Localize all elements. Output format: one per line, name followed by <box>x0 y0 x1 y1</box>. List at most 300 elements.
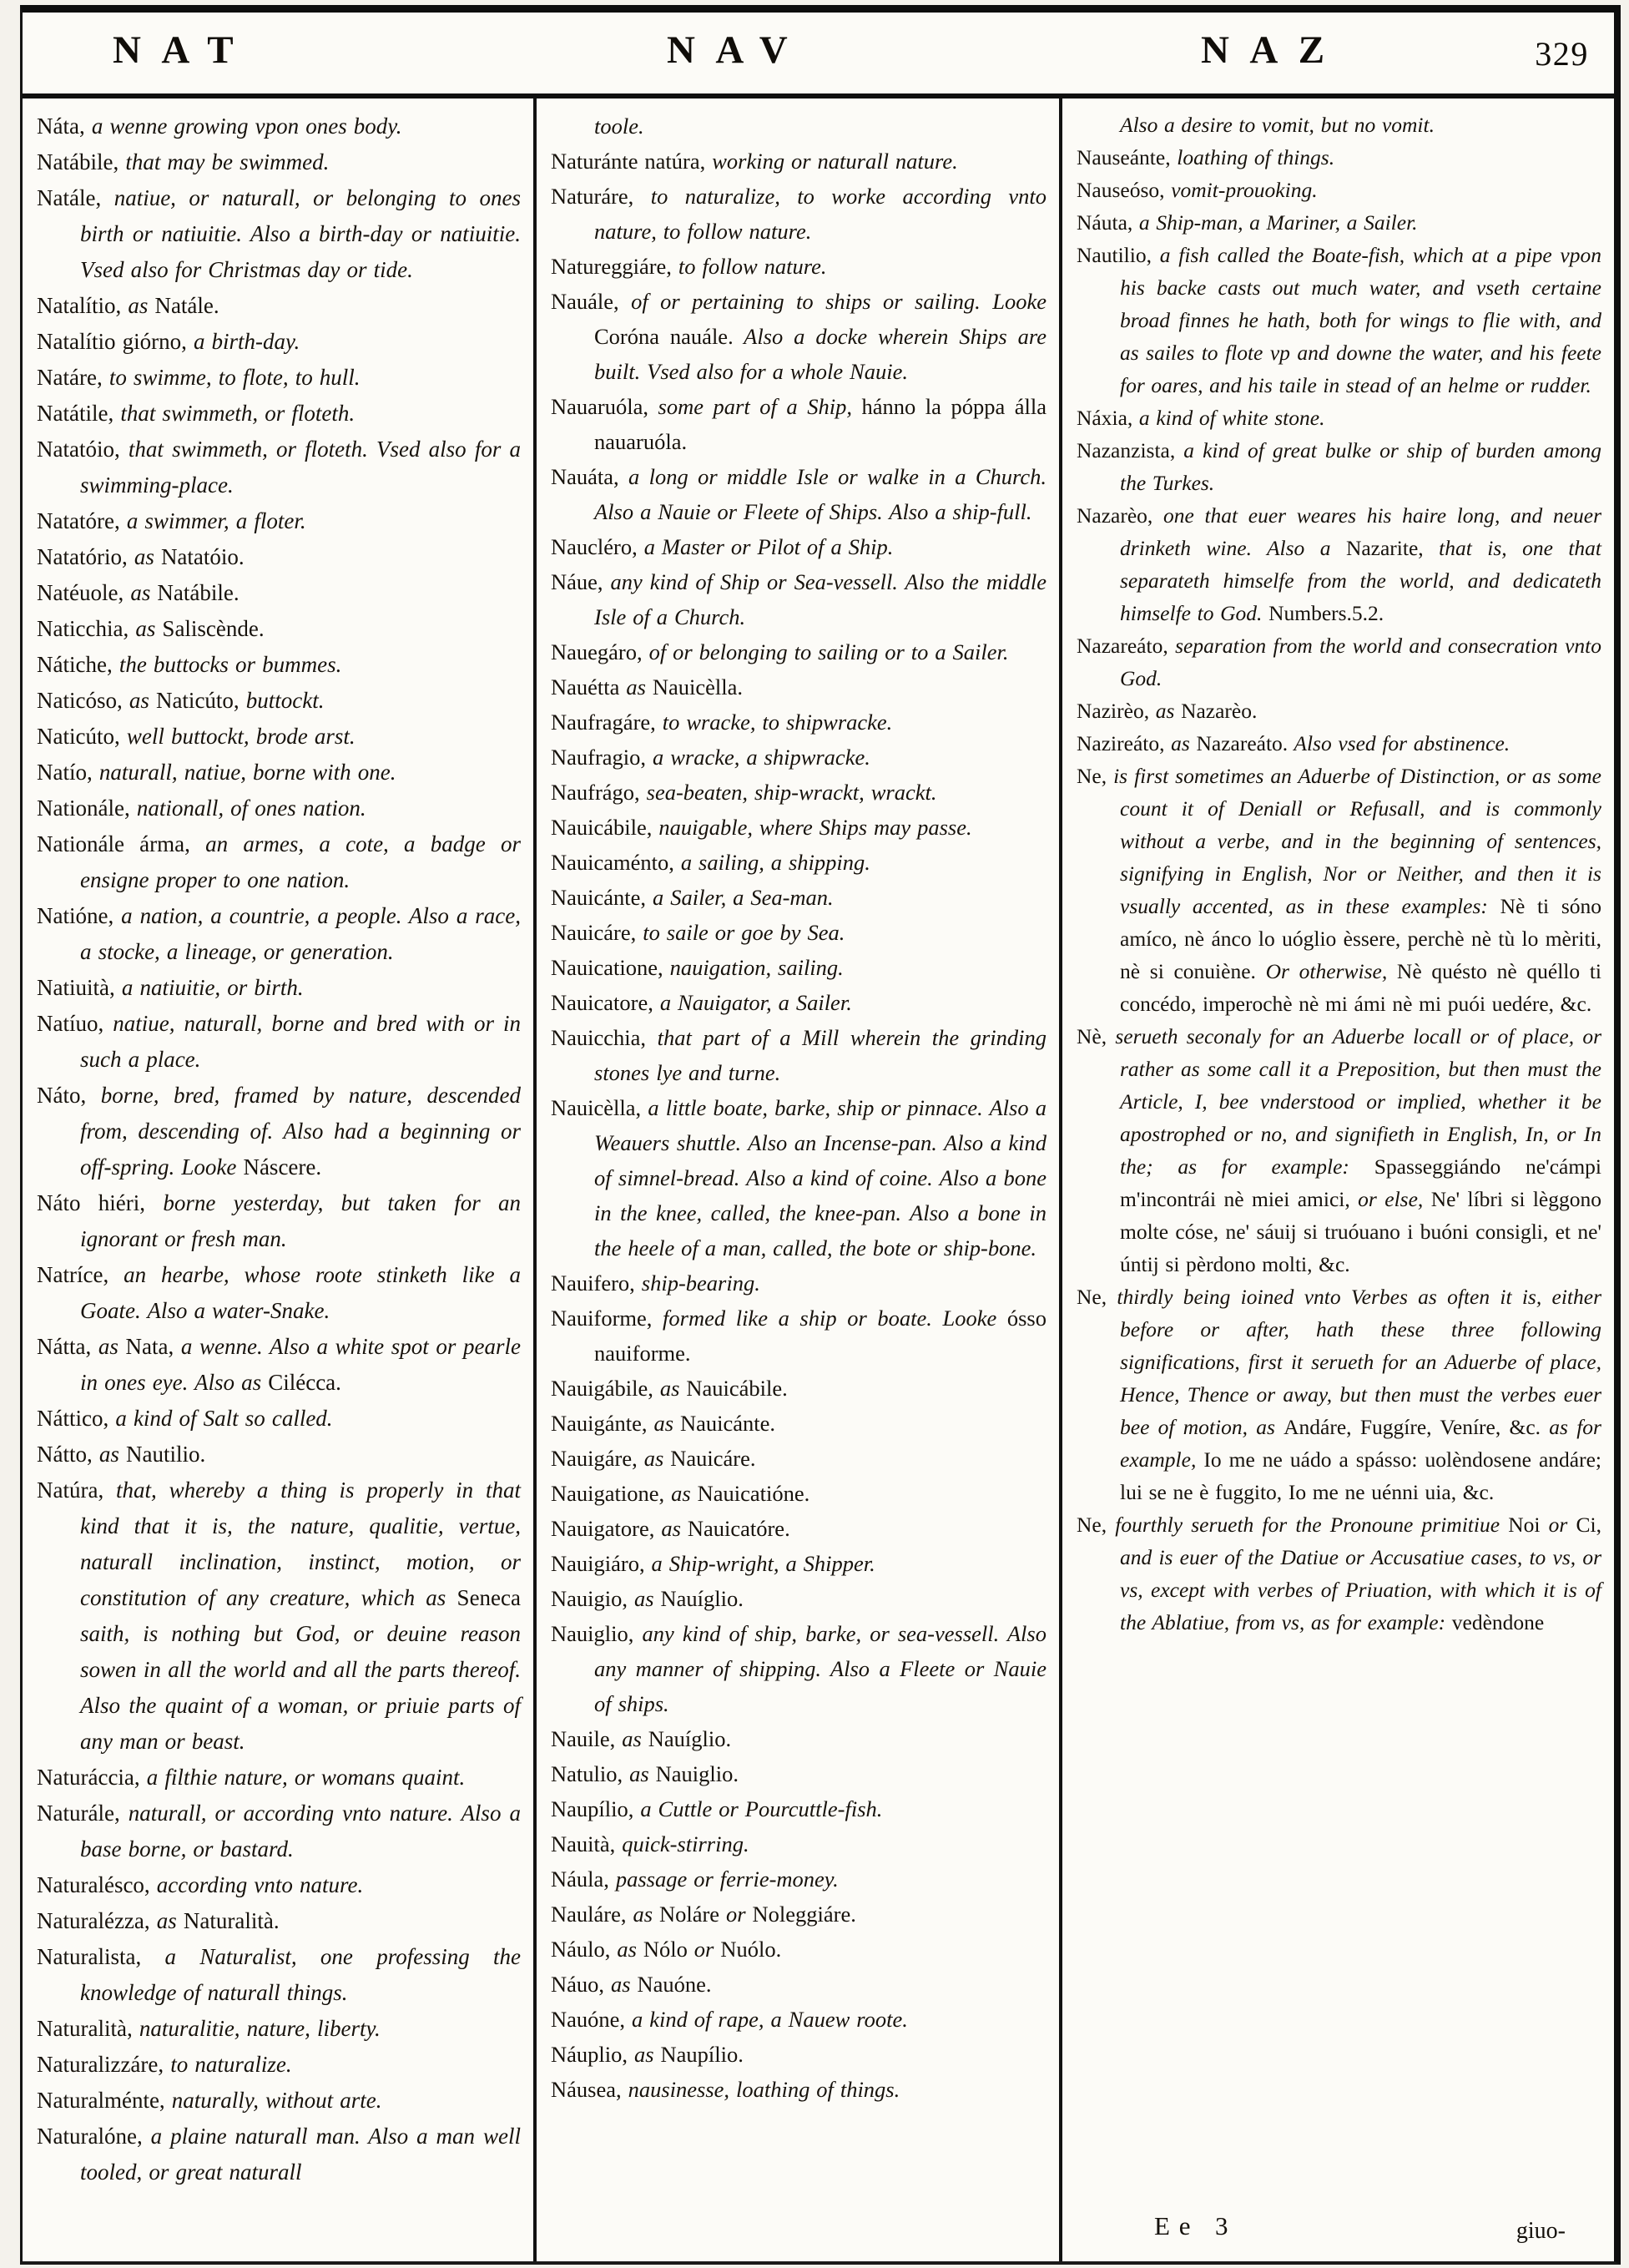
entry-gloss: loathing of things. <box>1177 145 1335 169</box>
entry-reference: Noleggiáre. <box>752 1902 856 1927</box>
dictionary-entry <box>551 1756 1046 1791</box>
dictionary-entry <box>551 459 1046 529</box>
entry-headword: Naticúto, <box>37 724 120 749</box>
entry-gloss: as for example, <box>1120 1415 1601 1472</box>
entry-gloss: a kind of great bulke or ship of burden among the Turkes. <box>1120 438 1601 495</box>
entry-reference: Andáre, Fuggíre, Veníre, &c. <box>1284 1415 1541 1439</box>
entry-headword: Naturalista, <box>37 1944 142 1969</box>
dictionary-entry <box>551 284 1046 389</box>
dictionary-entry <box>37 1437 521 1472</box>
entry-headword: Natiuità, <box>37 975 115 1000</box>
dictionary-entry <box>37 647 521 683</box>
dictionary-entry <box>37 719 521 755</box>
dictionary-entry <box>551 1476 1046 1511</box>
entry-headword: Natalítio, <box>37 293 122 318</box>
entry-headword: Nauicatione, <box>551 955 663 980</box>
entry-gloss: Also a desire to vomit, but no vomit. <box>1120 113 1435 137</box>
entry-gloss: saith, is nothing but God, or deuine reason sowen in all the world and all the parts thereof. Also the quaint of a woman, or priuie parts of any man or beast. <box>80 1621 521 1754</box>
entry-gloss: to follow nature. <box>678 254 827 279</box>
entry-headword: Ne, <box>1077 764 1107 788</box>
entry-gloss: a Cuttle or Pourcuttle-fish. <box>640 1796 883 1821</box>
text-columns <box>23 98 1614 2261</box>
dictionary-entry <box>37 2119 521 2190</box>
entry-gloss: as <box>156 1908 184 1933</box>
entry-gloss: as <box>633 1586 661 1611</box>
entry-headword: Nauigábile, <box>551 1376 653 1401</box>
entry-gloss: an hearbe, whose roote stinketh like a Goate. Also a water-Snake. <box>80 1262 521 1323</box>
dictionary-entry <box>1077 695 1601 727</box>
entry-gloss: naturall, natiue, borne with one. <box>98 760 396 785</box>
entry-headword: Natábile, <box>37 149 119 174</box>
entry-headword: Nauicatore, <box>551 990 653 1015</box>
entry-headword: Náuta, <box>1077 210 1133 235</box>
entry-headword: Natatóio, <box>37 437 120 462</box>
entry-reference: Natatóio. <box>160 544 245 569</box>
dictionary-entry <box>551 1301 1046 1371</box>
entry-gloss: fourthly serueth for the Pronoune primitiue <box>1115 1513 1509 1537</box>
entry-headword: Nazirèo, <box>1077 699 1150 723</box>
dictionary-entry <box>37 1760 521 1796</box>
entry-gloss: to naturalize. <box>170 2052 292 2077</box>
entry-reference: hánno la póppa álla nauaruóla. <box>594 394 1046 454</box>
dictionary-entry <box>551 2002 1046 2037</box>
dictionary-entry <box>37 503 521 539</box>
entry-gloss: as <box>98 1334 126 1359</box>
entry-headword: Nátto, <box>37 1442 93 1467</box>
dictionary-entry <box>37 1796 521 1867</box>
entry-reference: Natále. <box>154 293 219 318</box>
dictionary-entry <box>37 1329 521 1401</box>
entry-gloss: and is euer of the Datiue or Accusatiue cases, to vs, or vs, except with verbes of Priuation, with which it is of the Ablatiue, from vs, as for example: <box>1120 1545 1601 1634</box>
entry-gloss: to saile or goe by Sea. <box>643 920 845 945</box>
dictionary-entry <box>37 180 521 288</box>
entry-gloss: as <box>643 1446 671 1471</box>
entry-headword: Nauigatione, <box>551 1481 665 1506</box>
entry-gloss: a kind of Salt so called. <box>115 1406 333 1431</box>
entry-headword: Nauità, <box>551 1831 616 1856</box>
entry-gloss: a Master or Pilot of a Ship. <box>643 534 894 559</box>
entry-headword: Nauseánte, <box>1077 145 1171 169</box>
dictionary-entry <box>37 1939 521 2011</box>
entry-gloss: toole. <box>594 114 644 139</box>
column-3 <box>1062 98 1614 2261</box>
dictionary-entry <box>551 249 1046 284</box>
dictionary-entry <box>37 324 521 360</box>
dictionary-entry <box>37 575 521 611</box>
entry-gloss: a fish called the Boate-fish, which at a pipe vpon his backe casts out much water, and vseth certaine broad finnes he hath, both for wings to flie with, and as sailes to flote vp and downe the water, and his feete for oares, and his taile in stead of an helme or rudder. <box>1120 243 1602 397</box>
dictionary-entry <box>551 1861 1046 1897</box>
dictionary-entry <box>551 1897 1046 1932</box>
entry-headword: Nauicchia, <box>551 1025 647 1050</box>
entry-headword: Náuo, <box>551 1972 605 1997</box>
entry-headword: Nazanzista, <box>1077 438 1176 462</box>
entry-headword: Nátta, <box>37 1334 92 1359</box>
gathering-signature: Ee 3 <box>1154 2211 1238 2240</box>
entry-gloss: natiue, or naturall, or belonging to ones birth or natiuitie. Also a birth-day or natiuitie. Vsed also for Christmas day or tide. <box>80 185 522 282</box>
dictionary-entry <box>551 1967 1046 2002</box>
entry-reference: Nauiglio. <box>655 1761 739 1786</box>
entry-headword: Nauseóso, <box>1077 178 1165 202</box>
entry-headword: Naturalménte, <box>37 2088 165 2113</box>
entry-headword: Nauláre, <box>551 1902 627 1927</box>
entry-gloss: as <box>617 1937 643 1962</box>
entry-reference: Nautilio. <box>125 1442 206 1467</box>
entry-headword: Natríce, <box>37 1262 109 1287</box>
entry-reference: Saliscènde. <box>162 616 265 641</box>
entry-gloss: a Naturalist, one professing the knowledge of naturall things. <box>80 1944 521 2005</box>
page-number: 329 <box>1535 35 1589 73</box>
entry-gloss: Also a docke wherein Ships are built. Vsed also for a whole Nauie. <box>594 324 1046 384</box>
dictionary-entry <box>551 985 1046 1020</box>
entry-gloss: an armes, a cote, a badge or ensigne proper to one nation. <box>80 831 521 892</box>
entry-gloss: nationall, of ones nation. <box>136 796 366 821</box>
entry-gloss: or <box>1540 1513 1576 1537</box>
entry-gloss: vomit-prouoking. <box>1171 178 1318 202</box>
entry-reference: Nauicáre. <box>670 1446 756 1471</box>
entry-headword: Natatório, <box>37 544 128 569</box>
dictionary-entry <box>37 1078 521 1185</box>
dictionary-entry <box>551 1581 1046 1616</box>
entry-gloss: of or pertaining to ships or sailing. Looke <box>631 289 1046 314</box>
dictionary-entry <box>37 791 521 826</box>
dictionary-entry <box>551 810 1046 845</box>
dictionary-entry <box>1077 174 1601 206</box>
entry-headword: Nauigiáro, <box>551 1551 645 1576</box>
entry-gloss: one that euer weares his haire long, and neuer drinketh wine. Also a <box>1120 503 1602 560</box>
dictionary-entry <box>1077 629 1601 695</box>
entry-reference: Nauíglio. <box>660 1586 744 1611</box>
entry-gloss: as <box>633 2042 661 2067</box>
entry-gloss: formed like a ship or boate. Looke <box>663 1306 1007 1331</box>
entry-gloss: a Ship-man, a Mariner, a Sailer. <box>1138 210 1418 235</box>
dictionary-entry <box>551 740 1046 775</box>
dictionary-entry <box>37 1257 521 1329</box>
dictionary-entry <box>551 1932 1046 1967</box>
entry-gloss: passage or ferrie-money. <box>615 1866 839 1892</box>
dictionary-entry <box>37 1006 521 1078</box>
entry-gloss: ship-bearing. <box>641 1270 760 1296</box>
entry-gloss: as <box>653 1411 680 1436</box>
entry-reference: Nauicèlla. <box>652 674 744 700</box>
entry-headword: Naupílio, <box>551 1796 634 1821</box>
dictionary-entry <box>551 1721 1046 1756</box>
dictionary-entry <box>551 1406 1046 1441</box>
entry-reference: Nè quésto nè quéllo ti concédo, imperochè nè mi ámi nè mi puói uedére, &c. <box>1120 959 1602 1016</box>
entry-reference: Naticúto, <box>155 688 240 713</box>
entry-headword: Naturalésco, <box>37 1872 150 1897</box>
entry-gloss: a wracke, a shipwracke. <box>653 745 870 770</box>
entry-headword: Naufrágo, <box>551 780 640 805</box>
dictionary-entry <box>1077 727 1601 760</box>
entry-gloss: a swimmer, a floter. <box>126 508 306 533</box>
dictionary-entry <box>37 683 521 719</box>
dictionary-entry <box>37 1401 521 1437</box>
entry-gloss: a nation, a countrie, a people. Also a race, a stocke, a lineage, or generation. <box>80 903 521 964</box>
dictionary-entry <box>37 1867 521 1903</box>
dictionary-entry <box>551 705 1046 740</box>
dictionary-entry <box>551 1020 1046 1090</box>
entry-gloss: a plaine naturall man. Also a man well tooled, or great naturall <box>80 2124 521 2185</box>
entry-gloss: or else, <box>1349 1187 1431 1211</box>
entry-gloss: that part of a Mill wherein the grinding stones lye and turne. <box>594 1025 1046 1085</box>
dictionary-entry <box>551 1546 1046 1581</box>
entry-headword: Natáre, <box>37 365 103 390</box>
dictionary-entry <box>37 898 521 970</box>
column-2 <box>537 98 1062 2261</box>
entry-gloss: as <box>671 1481 698 1506</box>
entry-headword: Natátile, <box>37 401 114 426</box>
entry-gloss: a Ship-wright, a Shipper. <box>651 1551 875 1576</box>
entry-reference: ósso nauiforme. <box>594 1306 1046 1366</box>
dictionary-entry <box>551 669 1046 705</box>
entry-headword: Nauigáre, <box>551 1446 638 1471</box>
entry-reference: Ci, <box>1576 1513 1601 1537</box>
entry-headword: Nauifero, <box>551 1270 635 1296</box>
entry-gloss: borne yesterday, but taken for an ignorant or fresh man. <box>80 1190 522 1251</box>
entry-gloss: quick-stirring. <box>622 1831 749 1856</box>
dictionary-entry <box>551 179 1046 249</box>
dictionary-entry <box>551 389 1046 459</box>
dictionary-entry <box>1077 760 1601 1020</box>
dictionary-entry <box>551 1371 1046 1406</box>
entry-headword: Nautilio, <box>1077 243 1152 267</box>
dictionary-entry <box>1077 1020 1601 1280</box>
entry-headword: Nationále árma, <box>37 831 190 856</box>
entry-reference: Nazarite, <box>1345 536 1424 560</box>
entry-gloss: as <box>661 1516 688 1541</box>
dictionary-entry <box>37 970 521 1006</box>
entry-gloss: that, whereby a thing is properly in that kind that it is, the nature, qualitie, vertue, naturall inclination, instinct, motion, or constitution of any creature, which as <box>80 1477 521 1610</box>
entry-headword: Nauicèlla, <box>551 1095 642 1120</box>
entry-headword: Nauiglio, <box>551 1621 634 1646</box>
entry-headword: Nazireáto, <box>1077 731 1165 755</box>
entry-gloss: as <box>1171 731 1197 755</box>
entry-headword: Naufragio, <box>551 745 647 770</box>
entry-gloss: as <box>1155 699 1182 723</box>
entry-gloss: that swimmeth, or floteth. <box>120 401 356 426</box>
entry-headword: Náttico, <box>37 1406 109 1431</box>
dictionary-entry <box>551 775 1046 810</box>
column-1 <box>23 98 537 2261</box>
running-head-section-nav: NAV <box>667 28 809 72</box>
entry-gloss: well buttockt, brode arst. <box>126 724 356 749</box>
entry-gloss: a natiuitie, or birth. <box>121 975 304 1000</box>
entry-gloss: as <box>659 1376 687 1401</box>
entry-gloss: separation from the world and consecration vnto God. <box>1120 634 1601 690</box>
dictionary-entry <box>551 2037 1046 2072</box>
entry-reference: Nazareáto. <box>1196 731 1289 755</box>
entry-gloss: sea-beaten, ship-wrackt, wrackt. <box>646 780 937 805</box>
running-head-section-naz: NAZ <box>1201 28 1345 72</box>
dictionary-entry <box>37 2011 521 2047</box>
entry-headword: Naturáre, <box>551 184 634 209</box>
entry-reference: Spasseggiándo ne'cámpi m'incontrái nè miei amici, <box>1120 1154 1602 1211</box>
entry-gloss: a sailing, a shipping. <box>680 850 870 875</box>
entry-gloss: a filthie nature, or womans quaint. <box>146 1765 466 1790</box>
entry-gloss: naturalitie, nature, liberty. <box>139 2016 381 2041</box>
entry-reference: Nata, <box>125 1334 174 1359</box>
entry-reference: Numbers.5.2. <box>1268 601 1384 625</box>
entry-headword: Natéuole, <box>37 580 124 605</box>
entry-reference: Nuólo. <box>720 1937 782 1962</box>
entry-headword: Nauaruóla, <box>551 394 648 419</box>
dictionary-entry <box>37 109 521 144</box>
entry-reference: Nauicánte. <box>680 1411 776 1436</box>
dictionary-entry <box>37 2083 521 2119</box>
entry-gloss: naturally, without arte. <box>171 2088 382 2113</box>
dictionary-entry <box>551 1265 1046 1301</box>
entry-headword: Naucléro, <box>551 534 638 559</box>
entry-gloss: that may be swimmed. <box>125 149 330 174</box>
entry-gloss: nauigable, where Ships may passe. <box>658 815 972 840</box>
entry-gloss: Also vsed for abstinence. <box>1288 731 1510 755</box>
dictionary-entry <box>551 2072 1046 2107</box>
entry-headword: Nazarèo, <box>1077 503 1153 528</box>
entry-headword: Naturáccia, <box>37 1765 140 1790</box>
entry-headword: Nauegáro, <box>551 639 643 664</box>
entry-gloss: a wenne growing vpon ones body. <box>91 114 402 139</box>
entry-gloss: to swimme, to flote, to hull. <box>108 365 361 390</box>
entry-gloss: buttockt. <box>239 688 325 713</box>
dictionary-entry <box>37 396 521 432</box>
entry-headword: Natatóre, <box>37 508 120 533</box>
dictionary-entry <box>37 1185 521 1257</box>
entry-gloss: nauigation, sailing. <box>669 955 844 980</box>
entry-gloss: a Nauigator, a Sailer. <box>659 990 852 1015</box>
dictionary-entry <box>37 360 521 396</box>
entry-reference: Nauicatióne. <box>697 1481 810 1506</box>
entry-reference: Nè ti sóno amíco, nè ánco lo uóglio èssere, perchè nè tù lo mèriti, nè si conuiène. <box>1120 894 1601 983</box>
entry-headword: Náulo, <box>551 1937 611 1962</box>
entry-reference: Nauicatóre. <box>687 1516 790 1541</box>
entry-gloss: as <box>633 1902 659 1927</box>
entry-gloss: that is, one that separateth himselfe from the world, and dedicateth himselfe to God. <box>1120 536 1601 625</box>
entry-headword: Naticóso, <box>37 688 123 713</box>
entry-headword: Nauile, <box>551 1726 616 1751</box>
entry-gloss: thirdly being ioined vnto Verbes as often it is, either before or after, hath these three following significations, first it serueth for an Aduerbe of place, Hence, Thence or away, but then must the verbes euer bee of motion, as <box>1117 1285 1601 1439</box>
entry-headword: Naticchia, <box>37 616 129 641</box>
entry-reference: Nauóne. <box>637 1972 712 1997</box>
entry-headword: Nauále, <box>551 289 619 314</box>
entry-headword: Nauigatore, <box>551 1516 655 1541</box>
entry-headword: Náula, <box>551 1866 609 1892</box>
entry-headword: Natíuo, <box>37 1011 104 1036</box>
entry-gloss: as <box>629 1761 656 1786</box>
dictionary-entry <box>1077 206 1601 239</box>
entry-gloss: as <box>98 1442 126 1467</box>
dictionary-entry <box>37 826 521 898</box>
running-head <box>23 13 1614 98</box>
entry-reference: Cilécca. <box>268 1370 341 1395</box>
entry-gloss: as <box>622 1726 648 1751</box>
entry-headword: Nauétta <box>551 674 620 700</box>
entry-headword: Nauáta, <box>551 464 619 489</box>
entry-reference: Nólo <box>643 1937 688 1962</box>
entry-gloss: any kind of ship, barke, or sea-vessell. Also any manner of shipping. Also a Fleete or Nauie of ships. <box>594 1621 1046 1716</box>
entry-headword: Natalítio giórno, <box>37 329 187 354</box>
dictionary-entry <box>551 845 1046 880</box>
dictionary-entry <box>37 2047 521 2083</box>
dictionary-entry <box>551 529 1046 564</box>
entry-headword: Natúra, <box>37 1477 104 1503</box>
entry-gloss: is first sometimes an Aduerbe of Distinction, or as some count it of Deniall or Refusall, and is commonly without a verbe, and in the beginning of sentences, signifying in English, Nor or Neither, and then it is vsually accented, as in these examples: <box>1113 764 1601 918</box>
entry-headword: Natureggiáre, <box>551 254 672 279</box>
dictionary-entry <box>551 1090 1046 1265</box>
entry-headword: Náuplio, <box>551 2042 628 2067</box>
dictionary-entry <box>551 564 1046 634</box>
entry-headword: Nauiforme, <box>551 1306 653 1331</box>
entry-gloss: or <box>687 1937 721 1962</box>
entry-headword: Nauigio, <box>551 1586 628 1611</box>
entry-headword: Naturalizzáre, <box>37 2052 164 2077</box>
dictionary-entry <box>37 144 521 180</box>
dictionary-entry <box>37 1903 521 1939</box>
entry-gloss: some part of a Ship, <box>658 394 862 419</box>
entry-gloss: as <box>128 293 155 318</box>
entry-headword: Nauicábile, <box>551 815 653 840</box>
entry-gloss: as <box>135 616 163 641</box>
entry-gloss: working or naturall nature. <box>712 149 958 174</box>
entry-reference: Náscere. <box>243 1154 322 1179</box>
dictionary-entry <box>551 1441 1046 1476</box>
dictionary-entry <box>551 880 1046 915</box>
entry-headword: Naturále, <box>37 1801 120 1826</box>
dictionary-entry <box>551 1826 1046 1861</box>
dictionary-entry <box>1077 1508 1601 1639</box>
entry-gloss: as <box>134 544 161 569</box>
entry-headword: Náta, <box>37 114 85 139</box>
entry-reference: vedèndone <box>1451 1610 1545 1634</box>
dictionary-entry <box>37 1472 521 1760</box>
dictionary-entry <box>551 1616 1046 1721</box>
entry-reference: Nazarèo. <box>1181 699 1258 723</box>
entry-gloss: that swimmeth, or floteth. Vsed also for a swimming-place. <box>80 437 522 498</box>
entry-headword: Náto, <box>37 1083 87 1108</box>
entry-gloss: naturall, or according vnto nature. Also a base borne, or bastard. <box>80 1801 521 1861</box>
entry-headword: Naturalóne, <box>37 2124 143 2149</box>
entry-headword: Nationále, <box>37 796 130 821</box>
entry-gloss: as <box>626 674 653 700</box>
entry-reference: Naturalità. <box>183 1908 280 1933</box>
entry-gloss: as <box>130 580 158 605</box>
entry-gloss: any kind of Ship or Sea-vessell. Also the middle Isle of a Church. <box>594 569 1046 629</box>
entry-reference: Nauicábile. <box>686 1376 788 1401</box>
entry-headword: Nazareáto, <box>1077 634 1168 658</box>
entry-gloss: a kind of white stone. <box>1138 406 1325 430</box>
entry-gloss: or <box>719 1902 753 1927</box>
entry-gloss: of or belonging to sailing or to a Sailer. <box>648 639 1009 664</box>
entry-reference: Naupílio. <box>660 2042 744 2067</box>
running-head-section-nat: NAT <box>113 28 255 72</box>
entry-headword: Natulio, <box>551 1761 623 1786</box>
entry-headword: Natále, <box>37 185 102 210</box>
dictionary-entry <box>1077 239 1601 402</box>
entry-headword: Ne, <box>1077 1513 1107 1537</box>
entry-gloss: natiue, naturall, borne and bred with or in such a place. <box>80 1011 521 1072</box>
entry-headword: Naturánte natúra, <box>551 149 706 174</box>
dictionary-entry <box>551 915 1046 950</box>
entry-headword: Nauicánte, <box>551 885 647 910</box>
entry-reference: Seneca <box>456 1585 521 1610</box>
entry-headword: Ne, <box>1077 1285 1107 1309</box>
entry-gloss: nausinesse, loathing of things. <box>628 2077 900 2102</box>
entry-continuation <box>1077 109 1601 141</box>
entry-headword: Náusea, <box>551 2077 622 2102</box>
entry-reference: Noi <box>1508 1513 1541 1537</box>
entry-gloss: Or otherwise, <box>1255 959 1397 983</box>
entry-reference: Noláre <box>658 1902 720 1927</box>
entry-headword: Náto hiéri, <box>37 1190 146 1215</box>
